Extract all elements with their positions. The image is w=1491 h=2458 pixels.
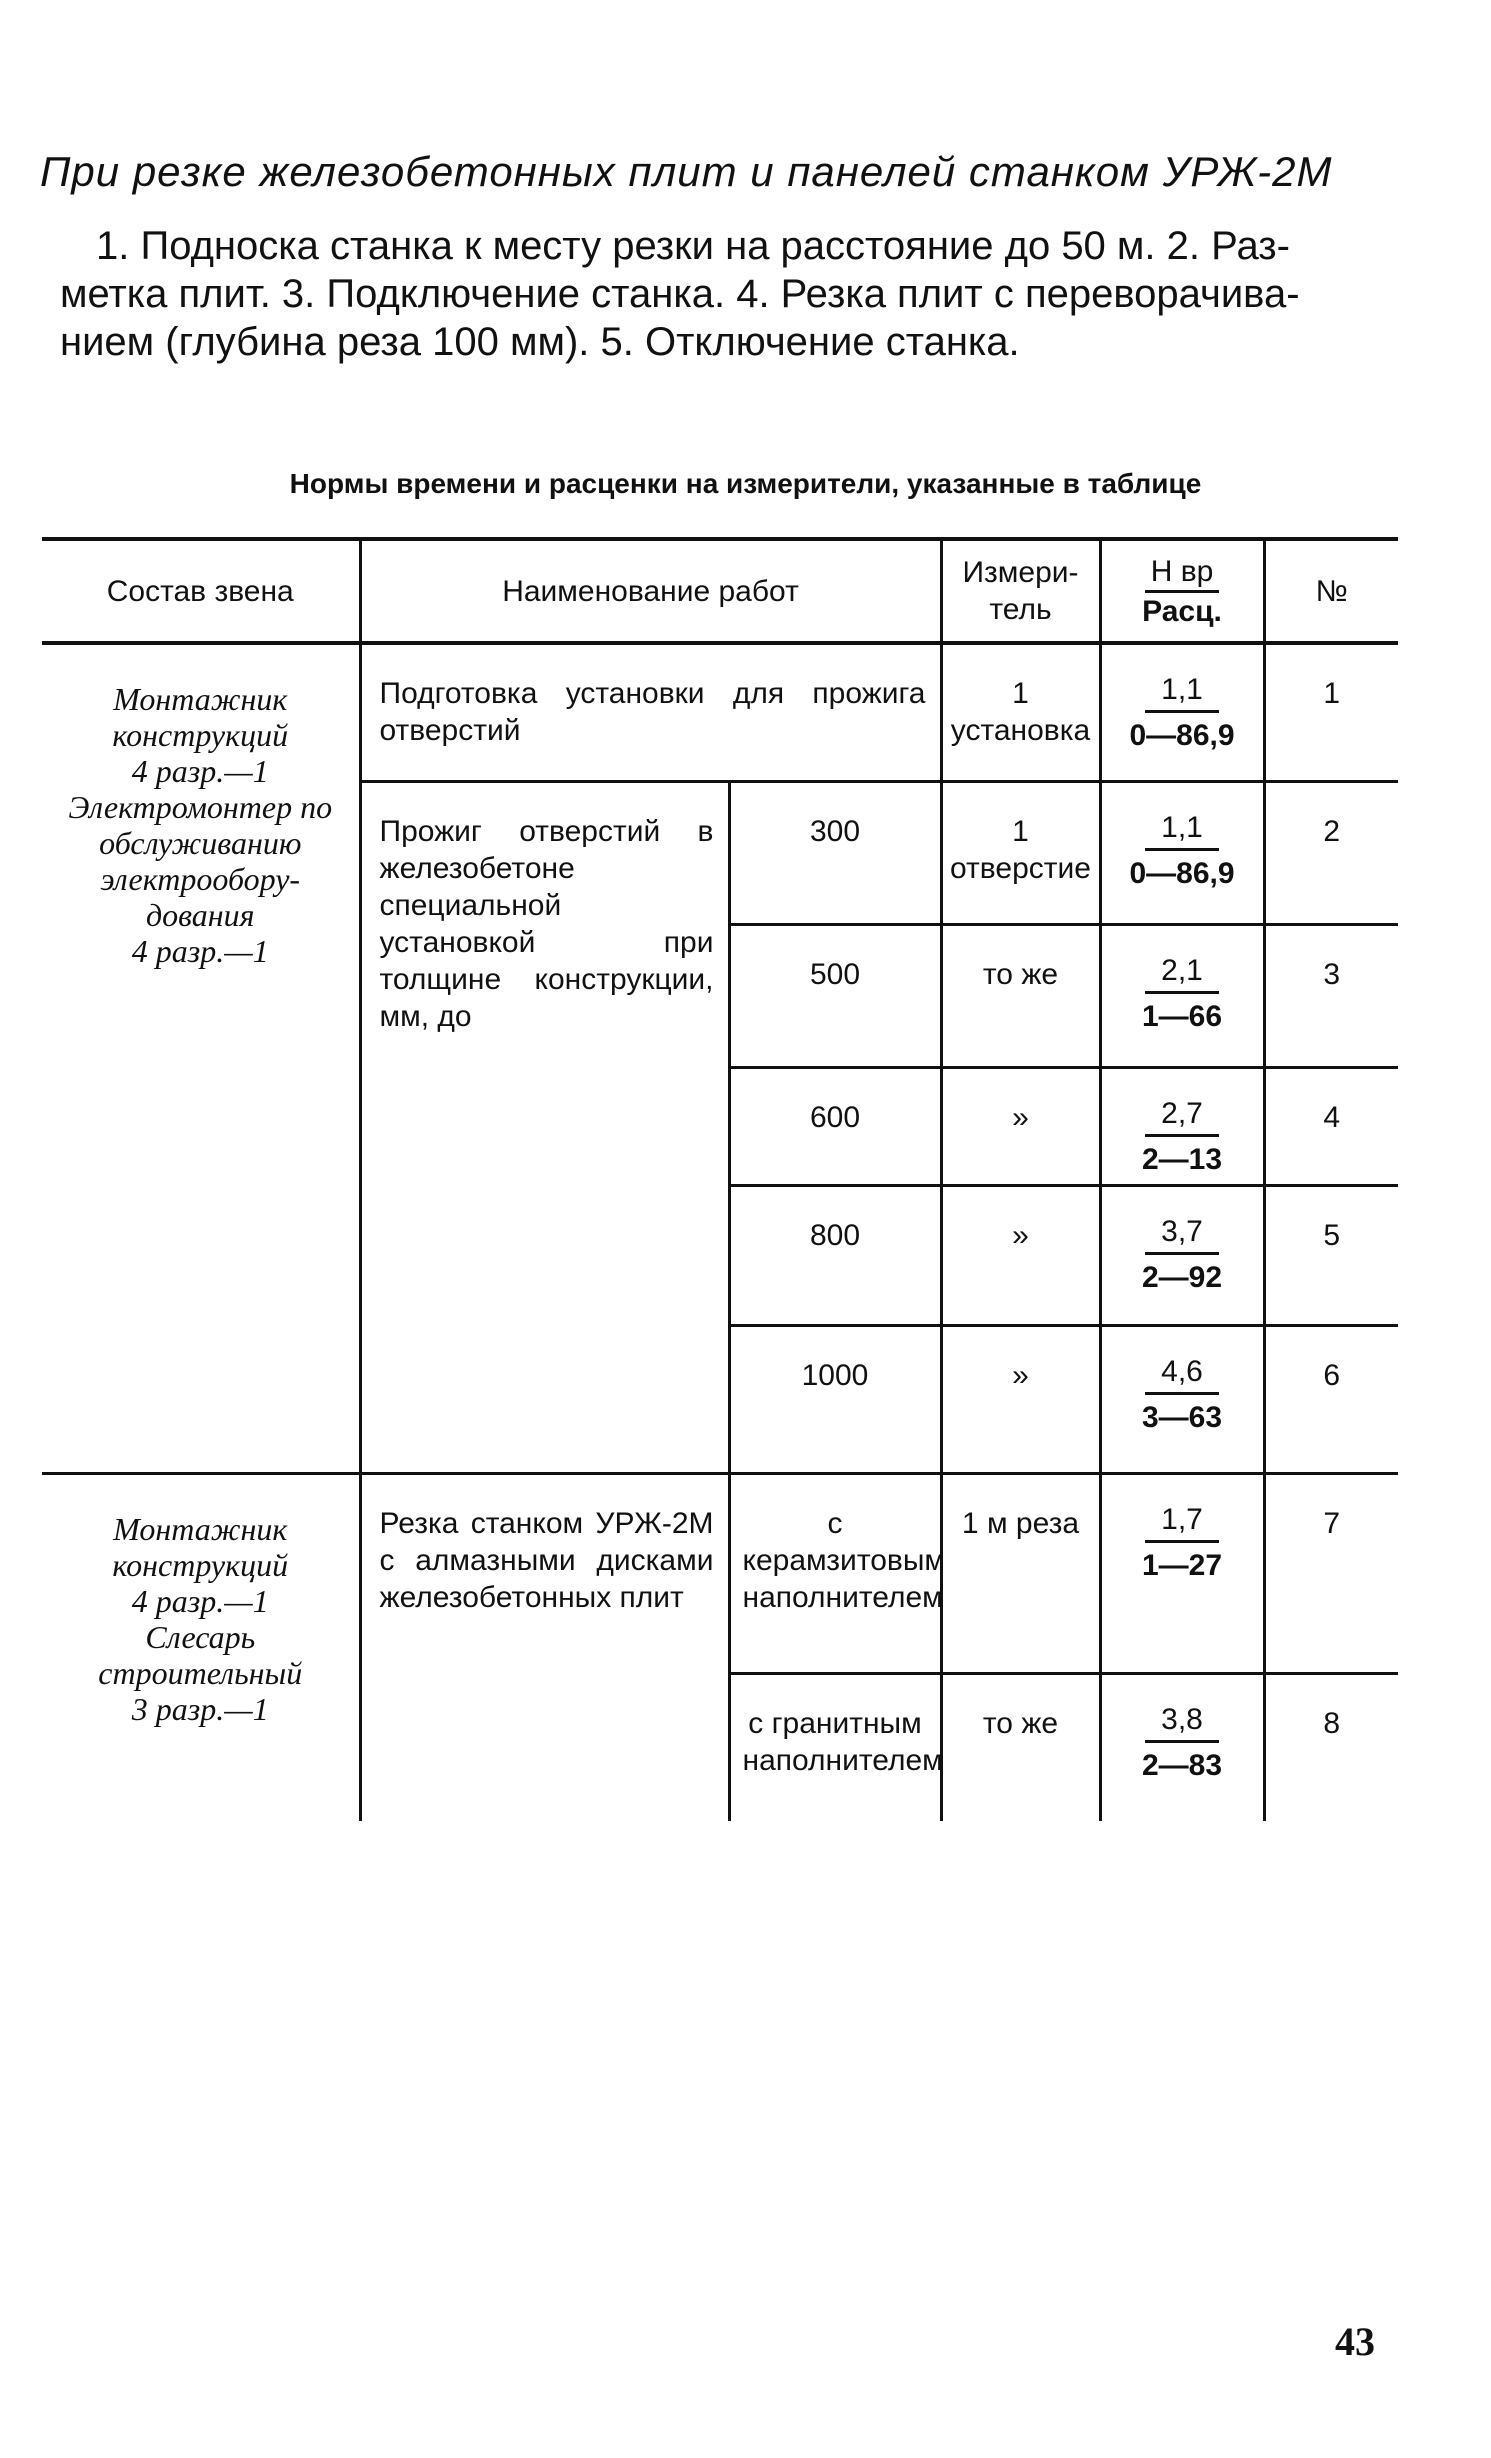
norm-value: 1,1: [1145, 809, 1219, 851]
header-norm: Н вр: [1145, 553, 1220, 593]
crew-line: электрообору-: [100, 861, 301, 897]
thickness-cell: 300: [729, 781, 941, 924]
crew-line: 4 разр.—1: [131, 933, 269, 969]
table-caption: Нормы времени и расценки на измерители, указанные в таблице: [289, 468, 1202, 499]
norms-table: [42, 537, 1398, 1821]
norm-rate-cell: [1100, 924, 1264, 1067]
crew-cell: [42, 643, 360, 1473]
norm-rate-cell: [1100, 1673, 1264, 1821]
norm-rate-cell: [1100, 1473, 1264, 1673]
crew-line: Электромонтер по: [68, 789, 333, 825]
unit-cell: то же: [941, 924, 1100, 1067]
rate-value: 0—86,9: [1129, 719, 1235, 752]
norm-rate-cell: [1100, 1325, 1264, 1473]
intro-line: 1. Подноска станка к месту резки на расстояние до 50 м. 2. Раз-: [96, 224, 1290, 268]
intro-line: метка плит. 3. Подключение станка. 4. Резка плит с переворачива-: [60, 272, 1300, 316]
row-number: 8: [1264, 1673, 1398, 1821]
row-number: 4: [1264, 1067, 1398, 1185]
rate-value: 3—63: [1141, 1400, 1223, 1434]
work-cell: Прожиг отверстий в железобетоне специальной установкой при толщине конструкции, мм, до: [360, 781, 729, 1473]
header-rate: Расц.: [1142, 594, 1222, 628]
crew-line: 4 разр.—1: [131, 753, 269, 789]
header-unit-line: Измери-: [962, 556, 1079, 589]
unit-cell: »: [941, 1067, 1100, 1185]
crew-line: обслуживанию: [99, 825, 302, 861]
crew-line: дования: [145, 897, 255, 933]
header-number: №: [1264, 539, 1398, 643]
thickness-cell: 600: [729, 1067, 941, 1185]
norm-rate-cell: [1100, 1185, 1264, 1325]
row-number: 3: [1264, 924, 1398, 1067]
norm-value: 1,7: [1145, 1501, 1219, 1543]
rate-value: 1—66: [1141, 999, 1223, 1033]
header-crew: Состав звена: [42, 539, 360, 643]
filler-cell: с керамзитовым наполнителем: [729, 1473, 941, 1673]
row-number: 1: [1264, 643, 1398, 781]
norm-value: 3,8: [1145, 1701, 1219, 1743]
norm-rate-cell: [1100, 781, 1264, 924]
header-work: Наименование работ: [360, 539, 941, 643]
crew-line: строительный: [98, 1654, 303, 1691]
rate-value: 0—86,9: [1129, 856, 1235, 890]
table-header-row: [42, 539, 1398, 643]
header-norm-rate: [1100, 539, 1264, 643]
header-unit: [941, 539, 1100, 643]
norm-value: 3,7: [1145, 1213, 1219, 1255]
rate-value: 1—27: [1141, 1548, 1223, 1582]
rate-value: 2—83: [1141, 1748, 1223, 1782]
crew-line: Монтажник: [113, 681, 288, 717]
crew-line: 4 разр.—1: [131, 1582, 269, 1619]
unit-cell: то же: [941, 1673, 1100, 1821]
work-cell: Резка станком УРЖ-2М с алмазными дисками железобетонных плит: [360, 1473, 729, 1821]
unit-cell: 1 отверстие: [941, 781, 1100, 924]
unit-cell: 1 установка: [941, 643, 1100, 781]
crew-line: конструкций: [112, 1546, 289, 1583]
row-number: 2: [1264, 781, 1398, 924]
rate-value: 2—13: [1141, 1142, 1223, 1176]
crew-line: конструкций: [112, 717, 289, 753]
row-number: 6: [1264, 1325, 1398, 1473]
unit-cell: »: [941, 1325, 1100, 1473]
norm-rate-cell: [1100, 643, 1264, 781]
norm-value: 2,1: [1145, 952, 1219, 994]
crew-line: Слесарь: [145, 1618, 256, 1655]
norm-value: 4,6: [1145, 1353, 1219, 1395]
unit-cell: 1 м реза: [941, 1473, 1100, 1673]
intro-line: нием (глубина реза 100 мм). 5. Отключение станка.: [60, 320, 1020, 364]
norm-value: 1,1: [1145, 671, 1219, 713]
rate-value: 2—92: [1141, 1260, 1223, 1294]
filler-cell: с гранитным наполнителем: [729, 1673, 941, 1821]
table-row: [42, 1473, 1398, 1673]
section-heading: При резке железобетонных плит и панелей станком УРЖ-2М: [40, 148, 1333, 195]
unit-cell: »: [941, 1185, 1100, 1325]
operations-paragraph: [60, 222, 1400, 366]
crew-cell: [42, 1473, 360, 1821]
page-number: 43: [1335, 2319, 1375, 2364]
thickness-cell: 800: [729, 1185, 941, 1325]
norm-value: 2,7: [1145, 1095, 1219, 1137]
row-number: 7: [1264, 1473, 1398, 1673]
norm-rate-cell: [1100, 1067, 1264, 1185]
work-cell: Подготовка установки для прожига отверстий: [360, 643, 941, 781]
header-unit-line: тель: [989, 593, 1052, 626]
thickness-cell: 1000: [729, 1325, 941, 1473]
row-number: 5: [1264, 1185, 1398, 1325]
crew-line: 3 разр.—1: [131, 1690, 269, 1727]
thickness-cell: 500: [729, 924, 941, 1067]
crew-line: Монтажник: [113, 1510, 288, 1547]
table-row: [42, 643, 1398, 781]
